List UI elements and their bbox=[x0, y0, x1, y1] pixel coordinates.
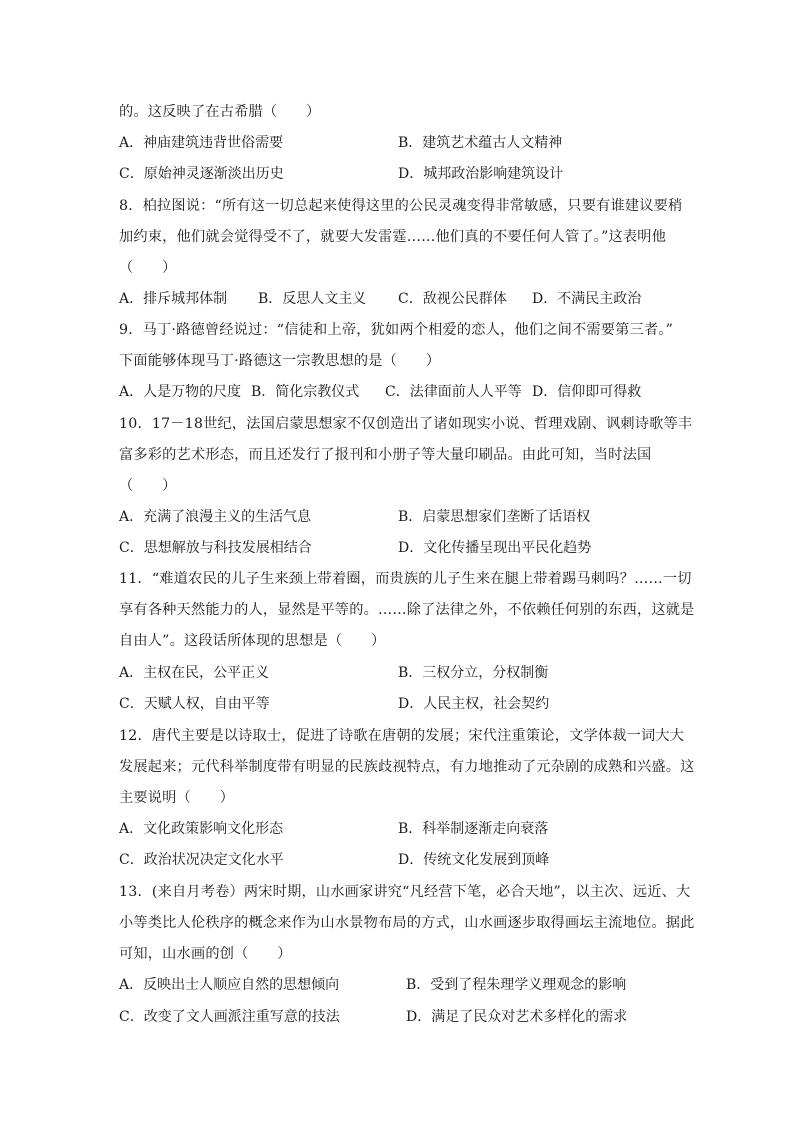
q9-option-b[interactable]: B．简化宗教仪式 bbox=[251, 384, 360, 400]
q10-option-d[interactable]: D．文化传播呈现出平民化趋势 bbox=[398, 540, 592, 556]
q9-stem-line: 下面能够体现马丁·路德这一宗教思想的是（ ） bbox=[119, 353, 441, 369]
q10-stem-line: 富多彩的艺术形态，而且还发行了报刊和小册子等大量印刷品。由此可知，当时法国 bbox=[119, 447, 652, 463]
q9-option-a[interactable]: A．人是万物的尺度 bbox=[119, 384, 242, 400]
q12-option-b[interactable]: B．科举制逐渐走向衰落 bbox=[398, 821, 549, 837]
q10-stem-line: 10．17－18世纪，法国启蒙思想家不仅创造出了诸如现实小说、哲理戏剧、讽刺诗歌等丰 bbox=[119, 416, 693, 432]
q13-stem-line: 13．(来自月考卷）两宋时期，山水画家讲究“凡经营下笔，必合天地”，以主次、远近、大 bbox=[119, 884, 691, 900]
q8-option-c[interactable]: C．敌视公民群体 bbox=[398, 291, 507, 307]
q9-stem-line: 9．马丁·路德曾经说过：“信徒和上帝，犹如两个相爱的恋人，他们之间不需要第三者。” bbox=[119, 322, 674, 338]
q7-option-d[interactable]: D．城邦政治影响建筑设计 bbox=[398, 166, 564, 182]
q13-stem-line: 可知，山水画的创（ ） bbox=[119, 946, 292, 962]
q8-option-b[interactable]: B．反思人文主义 bbox=[258, 291, 367, 307]
q8-stem-line: （ ） bbox=[119, 260, 177, 276]
q13-option-d[interactable]: D．满足了民众对艺术多样化的需求 bbox=[406, 1009, 628, 1025]
q7-stem-line: 的。这反映了在古希腊（ ） bbox=[119, 104, 321, 120]
q11-stem-line: 自由人”。这段话所体现的思想是（ ） bbox=[119, 633, 386, 649]
q13-option-b[interactable]: B．受到了程朱理学义理观念的影响 bbox=[406, 977, 627, 993]
q10-option-c[interactable]: C．思想解放与科技发展相结合 bbox=[119, 540, 312, 556]
q8-stem-line: 加约束，他们就会觉得受不了，就要大发雷霆……他们真的不要任何人管了。”这表明他 bbox=[119, 229, 667, 245]
q10-option-a[interactable]: A．充满了浪漫主义的生活气息 bbox=[119, 509, 312, 525]
q11-stem-line: 11．“难道农民的儿子生来颈上带着圈，而贵族的儿子生来在腿上带着踢马刺吗？……一切 bbox=[119, 571, 692, 587]
q10-stem-line: （ ） bbox=[119, 478, 177, 494]
q8-option-d[interactable]: D．不满民主政治 bbox=[532, 291, 642, 307]
q11-option-b[interactable]: B．三权分立，分权制衡 bbox=[398, 665, 549, 681]
q8-stem-line: 8．柏拉图说：“所有这一切总起来使得这里的公民灵魂变得非常敏感，只要有谁建议要稍 bbox=[119, 198, 683, 214]
q9-option-c[interactable]: C．法律面前人人平等 bbox=[385, 384, 522, 400]
q13-option-c[interactable]: C．改变了文人画派注重写意的技法 bbox=[119, 1009, 340, 1025]
q13-option-a[interactable]: A．反映出士人顺应自然的思想倾向 bbox=[119, 977, 340, 993]
q12-option-d[interactable]: D．传统文化发展到顶峰 bbox=[398, 852, 550, 868]
q12-stem-line: 主要说明（ ） bbox=[119, 790, 235, 806]
q10-option-b[interactable]: B．启蒙思想家们垄断了话语权 bbox=[398, 509, 591, 525]
q11-option-d[interactable]: D．人民主权，社会契约 bbox=[398, 696, 550, 712]
q7-option-c[interactable]: C．原始神灵逐渐淡出历史 bbox=[119, 166, 284, 182]
q7-option-b[interactable]: B．建筑艺术蕴古人文精神 bbox=[398, 135, 563, 151]
q7-option-a[interactable]: A．神庙建筑违背世俗需要 bbox=[119, 135, 284, 151]
q9-option-d[interactable]: D．信仰即可得救 bbox=[532, 384, 642, 400]
q11-option-c[interactable]: C．天赋人权，自由平等 bbox=[119, 696, 270, 712]
q11-option-a[interactable]: A．主权在民，公平正义 bbox=[119, 665, 270, 681]
q11-stem-line: 享有各种天然能力的人，显然是平等的。……除了法律之外，不依赖任何别的东西，这就是 bbox=[119, 602, 695, 618]
q12-option-c[interactable]: C．政治状况决定文化水平 bbox=[119, 852, 284, 868]
q13-stem-line: 小等类比人伦秩序的概念来作为山水景物布局的方式，山水画逐步取得画坛主流地位。据此 bbox=[119, 915, 695, 931]
q12-stem-line: 12．唐代主要是以诗取士，促进了诗歌在唐朝的发展；宋代注重策论，文学体裁一词大大 bbox=[119, 728, 685, 744]
q12-stem-line: 发展起来；元代科举制度带有明显的民族歧视特点，有力地推动了元杂剧的成熟和兴盛。这 bbox=[119, 759, 695, 775]
q8-option-a[interactable]: A．排斥城邦体制 bbox=[119, 291, 228, 307]
q12-option-a[interactable]: A．文化政策影响文化形态 bbox=[119, 821, 284, 837]
